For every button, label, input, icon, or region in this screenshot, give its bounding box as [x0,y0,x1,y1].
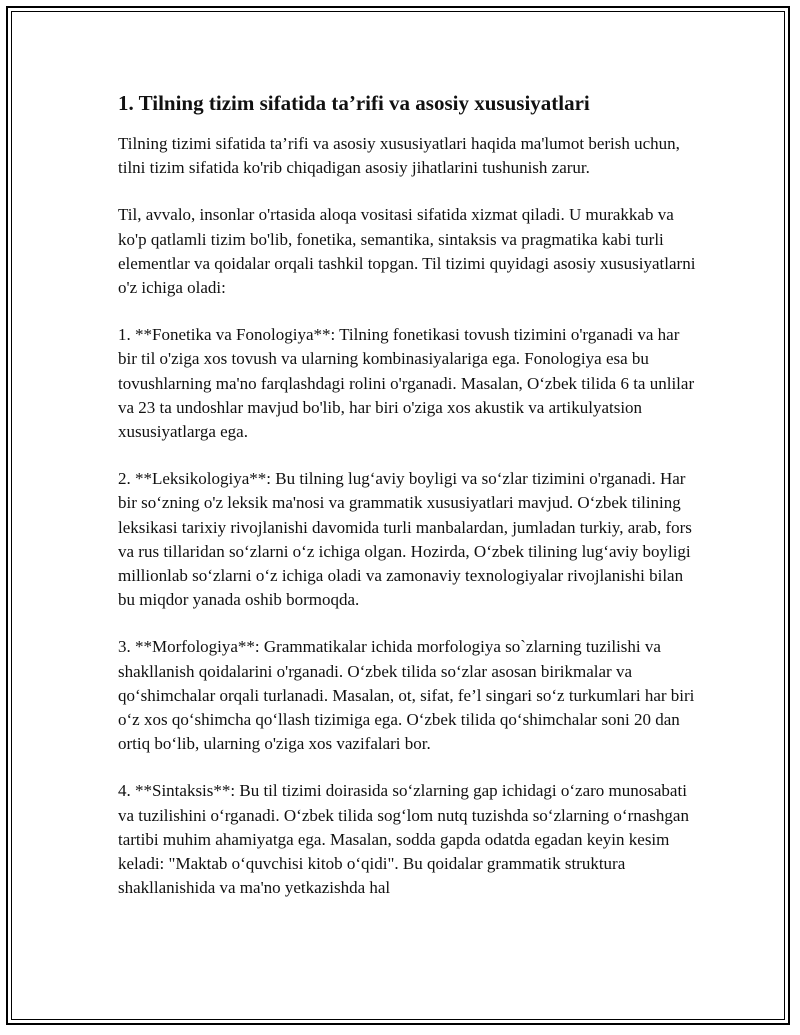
paragraph-overview: Til, avvalo, insonlar o'rtasida aloqa vositasi sifatida xizmat qiladi. U murakkab va ko'p qatlamli tizim bo'lib, fonetika, semantika, sintaksis va pragmatika kabi turli elementlar va qoidalar orqali tashkil topgan. Til tizimi quyidagi asosiy xususiyatlarni o'z ichiga oladi: [118,205,696,298]
section-heading: 1. Tilning tizim sifatida ta’rifi va asosiy xususiyatlari [118,91,590,115]
paragraph-morphology: 3. **Morfologiya**: Grammatikalar ichida morfologiya so`zlarning tuzilishi va shakllanish qoidalarini o'rganadi. O‘zbek tilida so‘zlar asosan birikmalar va qo‘shimchalar orqali turlanadi. Masalan, ot, sifat, fe’l singari so‘z turkumlari har biri o‘z xos qo‘shimcha qo‘llash tizimiga ega. O‘zbek tilida qo‘shimchalar soni 20 dan ortiq bo‘lib, ularning o'ziga xos vazifalari bor. [118,637,695,754]
paragraph-phonetics: 1. **Fonetika va Fonologiya**: Tilning fonetikasi tovush tizimini o'rganadi va har bir til o'ziga xos tovush va ularning kombinasiyalariga ega. Fonologiya esa bu tovushlarning ma'no farqlashdagi rolini o'rganadi. Masalan, O‘zbek tilida 6 ta unlilar va 23 ta undoshlar mavjud bo'lib, har biri o'ziga xos akustik va artikulyatsion xususiyatlarga ega. [118,325,695,442]
paragraph-intro: Tilning tizimi sifatida ta’rifi va asosiy xususiyatlari haqida ma'lumot berish uchun, tilni tizim sifatida ko'rib chiqadigan asosiy jihatlarini tushunish zarur. [118,134,680,178]
paragraph-syntax: 4. **Sintaksis**: Bu til tizimi doirasida so‘zlarning gap ichidagi o‘zaro munosabati va tuzilishini o‘rganadi. O‘zbek tilida sog‘lom nutq tuzishda so‘zlarning o‘rnashgan tartibi muhim ahamiyatga ega. Masalan, sodda gapda odatda egadan keyin kesim keladi: "Maktab o‘quvchisi kitob o‘qidi". Bu qoidalar grammatik struktura shakllanishida va ma'no yetkazishda hal [118,781,689,898]
paragraph-lexicology: 2. **Leksikologiya**: Bu tilning lug‘aviy boyligi va so‘zlar tizimini o'rganadi. Har bir so‘zning o'z leksik ma'nosi va grammatik xususiyatlari mavjud. O‘zbek tilining leksikasi tarixiy rivojlanishi davomida turli manbalardan, jumladan turkiy, arab, fors va rus tillaridan so‘zlarni o‘z ichiga olgan. Hozirda, O‘zbek tilining lug‘aviy boyligi millionlab so‘zlarni o‘z ichiga oladi va zamonaviy texnologiyalar rivojlanishi bilan bu miqdor yanada oshib bormoqda. [118,469,692,610]
document-body [118,88,698,923]
